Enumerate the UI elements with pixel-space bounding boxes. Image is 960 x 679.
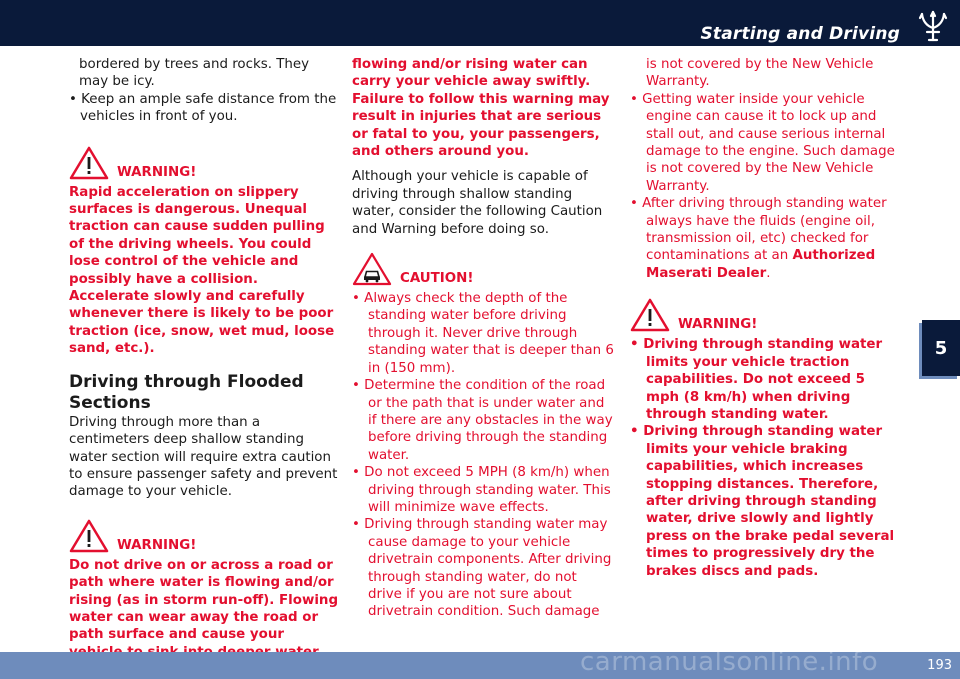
warning-triangle-icon: [69, 519, 109, 553]
section-heading: Driving through Flooded Sections: [69, 371, 304, 413]
warning-label: WARNING!: [678, 317, 758, 333]
list-item: • Determine the condition of the road or the path that is under water and if there are any obstacles in the way before driving through the standing water.: [352, 378, 613, 463]
dealer-name: Authorized Maserati Dealer: [646, 248, 876, 281]
body-paragraph: Although your vehicle is capable of driving through shallow standing water, consider the following Caution and Warning before doing so.: [352, 169, 603, 237]
warning-header: [69, 519, 339, 553]
list-item-text: After driving through standing water always have the fluids (engine oil, transmission oil, etc) checked for contaminations at an: [642, 196, 887, 264]
warning-header: [69, 146, 339, 180]
watermark: carmanualsonline.info: [580, 647, 879, 677]
caution-header: [352, 252, 614, 286]
warning-text-continued: flowing and/or rising water can carry your vehicle away swiftly. Failure to follow this warning may result in injuries that are serious or fatal to you, your passengers, and others around you.: [352, 57, 610, 160]
list-item: • After driving through standing water always have the fluids (engine oil, transmission oil, etc) checked for contaminations at an Authorized Maserati Dealer.: [630, 196, 887, 281]
list-item-text: Getting water inside your vehicle engine can cause it to lock up and stall out, and cause serious internal damage to the engine. Such damage is not covered by the New Vehicle Warranty.: [642, 91, 895, 194]
caution-car-icon: [352, 252, 392, 286]
list-item: • Driving through standing water limits your vehicle braking capabilities, which increases stopping distances. Therefore, after driving through standing water, drive slowly and lightly press on the brake pedal several times to progressively dry the brakes discs and pads.: [630, 424, 895, 579]
warning-label: WARNING!: [117, 537, 197, 553]
list-item-end: .: [766, 265, 771, 281]
warning-header: [630, 298, 902, 332]
column-1: [69, 56, 339, 679]
warning-triangle-icon: [69, 146, 109, 180]
body-paragraph: Driving through more than a centimeters deep shallow standing water section will require extra caution to ensure passenger safety and prevent damage to your vehicle.: [69, 414, 338, 500]
continued-text: bordered by trees and rocks. They may be icy.: [79, 57, 310, 90]
column-2: [352, 56, 614, 621]
list-item: • Always check the depth of the standing water before driving through it. Never drive through standing water that is deeper than 6 in (150 mm).: [352, 291, 614, 376]
maserati-trident-icon: [916, 6, 950, 46]
column-3: [630, 56, 902, 580]
list-item: • Keep an ample safe distance from the vehicles in front of you.: [69, 91, 337, 125]
section-title: Starting and Driving: [700, 24, 900, 44]
page-number: 193: [927, 658, 952, 673]
caution-label: CAUTION!: [400, 271, 474, 287]
warning-triangle-icon: [630, 298, 670, 332]
continued-text: is not covered by the New Vehicle Warranty.: [646, 57, 874, 90]
chapter-tab[interactable]: 5: [922, 320, 960, 376]
list-item: • Driving through standing water may cause damage to your vehicle drivetrain components. After driving through standing water, do not drive if you are not sure about drivetrain condition. Such damage: [352, 517, 612, 620]
list-item: • Getting water inside your vehicle engine can cause it to lock up and stall out, and cause serious internal damage to the engine. Such damage is not covered by the New Vehicle Warranty.: [630, 91, 895, 194]
warning-text: Do not drive on or across a road or path where water is flowing and/or rising (as in storm run-off). Flowing water can wear away the road or path surface and cause your: [69, 557, 339, 643]
list-item: • Do not exceed 5 MPH (8 km/h) when driving through standing water. This will minimize wave effects.: [352, 465, 611, 515]
list-item: • Driving through standing water limits your vehicle traction capabilities. Do not exceed 5 mph (8 km/h) when driving through standing water.: [630, 337, 883, 422]
warning-text: Rapid acceleration on slippery surfaces is dangerous. Unequal traction can cause sudden pulling of the driving wheels. You could lose control of the vehicle and possibly have a collision. Accelerate slowly and carefully whenever there is likely to be poor traction (ice, snow, wet mud, loose sand, etc.).: [69, 184, 335, 357]
warning-label: WARNING!: [117, 164, 197, 180]
